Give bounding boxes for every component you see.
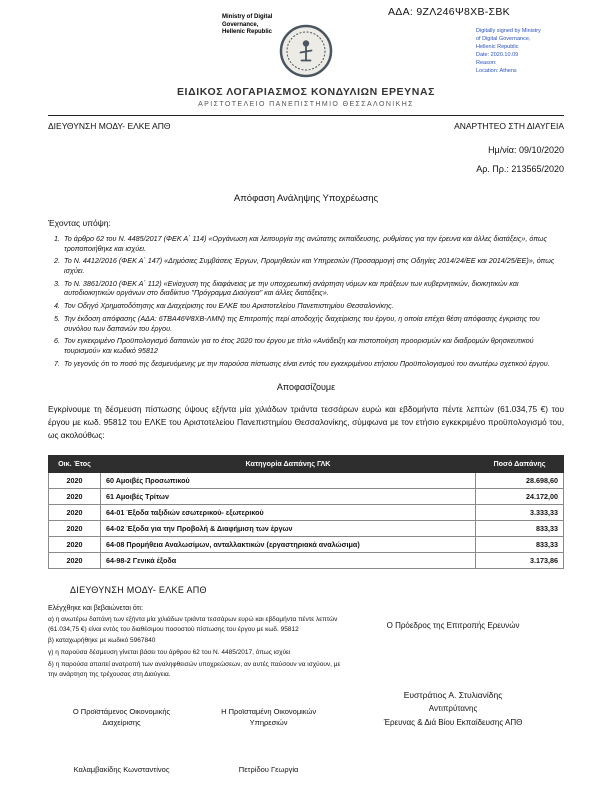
decision-heading: Αποφασίζουμε bbox=[276, 382, 336, 393]
having-regard-section bbox=[48, 218, 564, 369]
checked-intro: Ελέγχθηκε και βεβαιώνεται ότι: bbox=[48, 604, 143, 612]
organization-name: ΕΙΔΙΚΟΣ ΛΟΓΑΡΙΑΣΜΟΣ ΚΟΝΔΥΛΙΩΝ ΕΡΕΥΝΑΣ bbox=[176, 86, 436, 98]
president-role-detail: Έρευνας & Διά Βίου Εκπαίδευσης ΑΠΘ bbox=[383, 718, 523, 728]
table-row bbox=[49, 552, 564, 568]
table-row bbox=[49, 536, 564, 552]
header-divider bbox=[48, 115, 564, 116]
president-name: Ευστράτιος Α. Στυλιανίδης bbox=[403, 689, 503, 700]
having-item: 2. Το Ν. 4412/2016 (ΦΕΚ Α΄ 147) «Δημόσιες Συμβάσεις Έργων, Προμηθειών και Υπηρεσιών (Προσαρμογή στις Οδηγίες 2014/24/ΕΕ και 2014/25/ΕΕ)», όπως ισχύει. bbox=[62, 256, 564, 275]
verification-point: α) η ανωτέρω δαπάνη των εξήντα μία χιλιάδων τριάντα τεσσάρων ευρώ και εβδομήντα πέντε λεπτών (61.034,75 €) είναι εντός του διαθέσιμου ποσοστού πίστωσης του έργου με κωδ. 95812 bbox=[48, 615, 338, 633]
cell-year: 2020 bbox=[49, 520, 101, 536]
cell-year: 2020 bbox=[49, 504, 101, 520]
left-signatory-title: Ο Προϊστάμενος Οικονομικής Διαχείρισης bbox=[72, 707, 171, 728]
cell-category: 64-08 Προμήθεια Αναλωσίμων, ανταλλακτικών (εργαστηριακά αναλώσιμα) bbox=[101, 536, 476, 552]
having-item: 4. Τον Οδηγό Χρηματοδότησης και Διαχείρισης του ΕΛΚΕ του Αριστοτελείου Πανεπιστημίου Θεσσαλονίκης. bbox=[62, 301, 564, 311]
document-title: Απόφαση Ανάληψης Υποχρέωσης bbox=[233, 192, 379, 204]
signature-line: Location: Athens bbox=[476, 67, 517, 74]
publish-note: ΑΝΑΡΤΗΤΕΟ ΣΤΗ ΔΙΑΥΓΕΙΑ bbox=[454, 121, 564, 131]
verification-point: δ) η παρούσα απαιτεί ανατροπή των αναληφθεισών υποχρεώσεων, αν αυτές παύσουν να ισχύουν, με την ανάρτηση της τρέχουσας στη Διαύγεια. bbox=[48, 660, 341, 678]
verification-point: β) καταχωρήθηκε με κωδικό 5967840 bbox=[48, 637, 156, 645]
president-role: Αντιπρύτανης bbox=[428, 704, 478, 714]
col-header-amount: Ποσό Δαπάνης bbox=[476, 455, 564, 472]
col-header-category: Κατηγορία Δαπάνης ΓΛΚ bbox=[101, 455, 476, 472]
having-item: 1. Το άρθρο 62 του Ν. 4485/2017 (ΦΕΚ Α΄ 114) «Οργάνωση και λειτουργία της ανώτατης εκπαίδευσης, ρυθμίσεις για την έρευνα και άλλες διατάξεις», όπως τροποποιήθηκε και ισχύει. bbox=[62, 234, 564, 253]
university-name: ΑΡΙΣΤΟΤΕΛΕΙΟ ΠΑΝΕΠΙΣΤΗΜΙΟ ΘΕΣΣΑΛΟΝΙΚΗΣ bbox=[198, 101, 414, 108]
cell-category: 64-01 Έξοδα ταξιδιών εσωτερικού- εξωτερικού bbox=[101, 504, 476, 520]
signature-line: of Digital Governance, bbox=[476, 35, 531, 42]
having-intro: Έχοντας υπόψη: bbox=[48, 217, 111, 228]
left-signatory-name: Καλαμβακίδης Κωνσταντίνος bbox=[73, 765, 170, 775]
right-signatory-name: Πετρίδου Γεωργία bbox=[238, 765, 299, 775]
table-row bbox=[49, 504, 564, 520]
cell-amount: 24.172,00 bbox=[476, 488, 564, 504]
having-item: 6. Τον εγκεκριμένο Προϋπολογισμό δαπανών για το έτος 2020 του έργου με τίτλο «Ανάδειξη και πιστοποίηση προορισμών και διαδρομών θρησκευτικού τουρισμού» και κωδικό 95812 bbox=[62, 336, 564, 355]
signature-line: Date: 2020.10.09 bbox=[476, 51, 519, 58]
ada-code: ΑΔΑ: 9ΖΛ246Ψ8ΧΒ-ΣΒΚ bbox=[388, 6, 510, 18]
verification-point: γ) η παρούσα δέσμευση γίνεται βάσει του άρθρου 62 του Ν. 4485/2017, όπως ισχύει bbox=[48, 649, 291, 657]
table-row bbox=[49, 488, 564, 504]
digital-signature-stamp bbox=[476, 28, 564, 76]
col-header-year: Οικ. Έτος bbox=[49, 455, 101, 472]
cell-category: 64-02 Έξοδα για την Προβολή & Διαφήμιση των έργων bbox=[101, 520, 476, 536]
having-item: 7. Το γεγονός ότι το ποσό της δεσμευόμενης με την παρούσα πίστωσης είναι εντός του εγκεκριμένου ετήσιου Προϋπολογισμού του ανωτέρω σχετικού έργου. bbox=[62, 359, 564, 369]
table-row bbox=[49, 472, 564, 488]
ministry-stamp-text: Ministry of Digital Governance, Hellenic Republic bbox=[222, 14, 273, 35]
cell-category: 61 Αμοιβές Τρίτων bbox=[101, 488, 476, 504]
cell-amount: 3.333,33 bbox=[476, 504, 564, 520]
cell-amount: 833,33 bbox=[476, 536, 564, 552]
decision-paragraph: Εγκρίνουμε τη δέσμευση πίστωσης ύψους εξήντα μία χιλιάδων τριάντα τεσσάρων ευρώ και εβδομήντα πέντε λεπτών (61.034,75 €) του έργου με κωδ. 95812 του ΕΛΚΕ του Αριστοτελείου Πανεπιστημίου Θεσσαλονίκης, σύμφωνα με τον ετήσιο εγκεκριμένο προϋπολογισμό του, ως ακολούθως: bbox=[48, 404, 564, 441]
having-item: 3. Το Ν. 3861/2010 (ΦΕΚ Α΄ 112) «Ενίσχυση της διαφάνειας με την υποχρεωτική ανάρτηση νόμων και πράξεων των κυβερνητικών, διοικητικών και αυτοδιοικητικών οργάνων στο διαδίκτυο "Πρόγραμμα Διαύγεια" και άλλες διατάξεις». bbox=[62, 279, 564, 298]
table-header-row bbox=[49, 455, 564, 472]
top-stamp-area bbox=[0, 0, 612, 82]
cell-category: 60 Αμοιβές Προσωπικού bbox=[101, 472, 476, 488]
having-item: 5. Την έκδοση απόφασης (ΑΔΑ: 6ΤΒΑ46Ψ8ΧΒ-ΛΜΝ) της Επιτροπής περί αποδοχής διαχείρισης του έργου, η οποία επέχει θέση απόφασης έγκρισης του συνόλου των δαπανών του έργου. bbox=[62, 314, 564, 333]
cell-year: 2020 bbox=[49, 472, 101, 488]
university-seal-icon bbox=[279, 24, 333, 83]
right-signatory-title: Η Προϊσταμένη Οικονομικών Υπηρεσιών bbox=[221, 707, 317, 728]
cell-amount: 28.698,60 bbox=[476, 472, 564, 488]
verification-points bbox=[48, 615, 342, 680]
protocol-number: Αρ. Πρ.: 213565/2020 bbox=[476, 163, 564, 174]
having-list bbox=[48, 234, 564, 369]
cell-amount: 833,33 bbox=[476, 520, 564, 536]
cell-year: 2020 bbox=[49, 552, 101, 568]
cell-category: 64-98-2 Γενικά έξοδα bbox=[101, 552, 476, 568]
signature-line: Hellenic Republic bbox=[476, 43, 519, 50]
expense-table bbox=[48, 455, 564, 569]
president-signature-block bbox=[342, 688, 564, 730]
president-title: Ο Πρόεδρος της Επιτροπής Ερευνών bbox=[386, 620, 520, 630]
cell-amount: 3.173,86 bbox=[476, 552, 564, 568]
cell-year: 2020 bbox=[49, 536, 101, 552]
signature-line: Reason: bbox=[476, 59, 497, 66]
division-name: ΔΙΕΥΘΥΝΣΗ ΜΟΔΥ- ΕΛΚΕ ΑΠΘ bbox=[70, 584, 207, 595]
footer-section bbox=[48, 605, 564, 774]
cell-year: 2020 bbox=[49, 488, 101, 504]
document-date: Ημ/νία: 09/10/2020 bbox=[488, 145, 564, 155]
department-name: ΔΙΕΥΘΥΝΣΗ ΜΟΔΥ- ΕΛΚΕ ΑΠΘ bbox=[48, 121, 171, 131]
signature-line: Digitally signed by Ministry bbox=[476, 28, 541, 34]
table-row bbox=[49, 520, 564, 536]
